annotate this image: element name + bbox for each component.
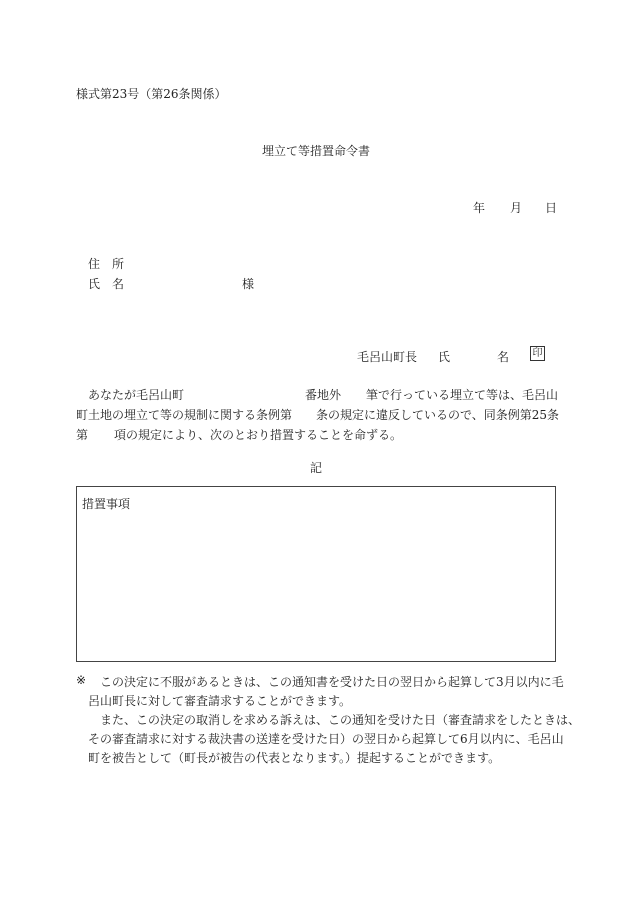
honorific: 様 — [242, 277, 255, 291]
body-line2-part1: 町土地の埋立て等の規制に関する条例第 — [76, 408, 293, 422]
issuer-title: 毛呂山町長 — [357, 350, 418, 364]
note-line3: また、この決定の取消しを求める訴えは、この通知を受けた日（審査請求をしたときは、 — [100, 713, 581, 727]
ki-label: 記 — [310, 461, 323, 475]
note-line2: 呂山町長に対して審査請求することができます。 — [88, 694, 352, 708]
body-line1-part2: 番地外 — [305, 388, 342, 402]
note-line1: この決定に不服があるときは、この通知書を受けた日の翌日から起算して3月以内に毛 — [100, 675, 564, 689]
note-line5: 町を被告として（町長が被告の代表となります。）提起することができます。 — [88, 751, 501, 765]
measures-box — [76, 486, 556, 662]
document-title: 埋立て等措置命令書 — [262, 144, 371, 158]
date-day-label: 日 — [545, 201, 558, 215]
issuer-name-label-1: 氏 — [438, 350, 451, 364]
body-line1-part3: 筆で行っている埋立て等は、毛呂山 — [366, 388, 559, 402]
body-line3-part1: 第 — [76, 428, 89, 442]
body-line2-part2: 条の規定に違反しているので、同条例第25条 — [316, 408, 560, 422]
date-year-label: 年 — [473, 201, 486, 215]
body-line1-part1: あなたが毛呂山町 — [88, 388, 185, 402]
issuer-name-label-2: 名 — [497, 350, 510, 364]
note-line4: その審査請求に対する裁決書の送達を受けた日）の翌日から起算して6月以内に、毛呂山 — [88, 732, 564, 746]
note-mark: ※ — [76, 673, 87, 687]
form-number: 様式第23号（第26条関係） — [76, 87, 227, 101]
name-label: 氏 名 — [88, 277, 125, 291]
measures-label: 措置事項 — [82, 497, 131, 511]
date-month-label: 月 — [510, 201, 523, 215]
seal-mark: 印 — [530, 346, 545, 361]
body-line3-part2: 項の規定により、次のとおり措置することを命ずる。 — [114, 428, 403, 442]
address-label: 住 所 — [88, 257, 125, 271]
